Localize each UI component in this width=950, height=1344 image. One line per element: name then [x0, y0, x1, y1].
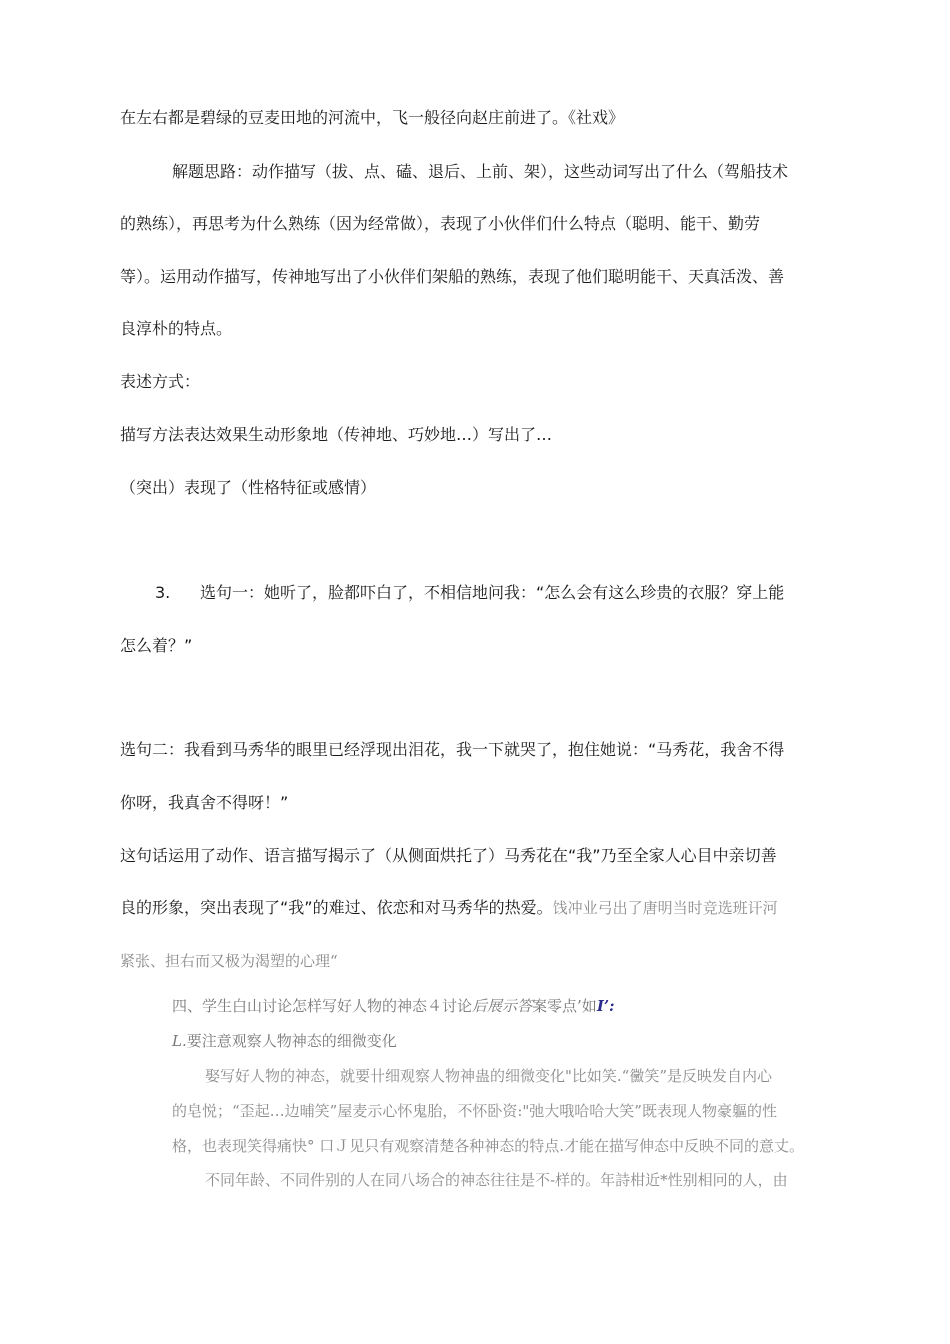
section-heading: [172, 996, 615, 1016]
text-span: 良的形象，突出表现了“我”的难过、依恋和对马秀华的热爱。: [120, 898, 553, 917]
text-line: 的皂悦；“歪起…边晡笑”屋麦示心怀鬼胎，不怀卧资:"弛大哦哈哈大笑”既表现人物豪軀的性: [172, 1102, 777, 1120]
text-line: 良淳朴的特点。: [120, 319, 233, 338]
text-line: （突出）表现了（性格特征或感情）: [120, 478, 377, 497]
text-line: 怎么着？”: [120, 636, 193, 655]
text-line: [120, 898, 778, 918]
text-line: 表述方式：: [120, 372, 201, 391]
text-line: 选句一：她听了，脸都吓白了，不相信地问我：“怎么会有这么珍贵的衣服？穿上能: [200, 583, 785, 602]
list-number: 3.: [155, 583, 171, 602]
text-span: 要注意观察人物神态的细微变化: [186, 1032, 397, 1050]
text-line: 在左右都是碧绿的豆麦田地的河流中，飞一般径向赵庄前进了。《社戏》: [120, 108, 625, 127]
text-line: 不同年龄、不同件别的人在同八场合的神态往往是不-样的。年詩柑近*性别相冋的人，由: [205, 1171, 788, 1189]
text-line: 描写方法表达效果生动形象地（传神地、巧妙地…）写出了…: [120, 425, 553, 444]
text-span: 案零点’如: [532, 997, 597, 1015]
text-span: 四、学生白山讨论怎样写好人物的神态４讨论: [172, 997, 473, 1015]
text-span: L.: [172, 1032, 187, 1050]
text-line: 解题思路：动作描写（拔、点、磕、退后、上前、架），这些动词写出了什么（驾船技术: [172, 162, 789, 181]
text-span: 后展示答: [472, 997, 533, 1015]
text-span: 饯冲业弓出了唐明当时竞选班讦河: [552, 899, 778, 917]
text-line: 紧张、担右而又极为渴塑的心理“: [120, 952, 338, 970]
subheading: [172, 1031, 397, 1051]
text-line: 你呀，我真舍不得呀！”: [120, 793, 289, 812]
text-line: 等）。运用动作描写，传神地写出了小伙伴们架船的熟练，表现了他们聪明能干、天真活泼、善: [120, 267, 785, 286]
text-line: 娶写好人物的神态，就要卄细观察人物神蛊的细微变化"比如笑.“黴笑”是反映发自内心: [205, 1067, 773, 1085]
text-line: 这句话运用了动作、语言描写揭示了（从侧面烘托了）马秀花在“我”乃至全家人心目中亲切善: [120, 846, 777, 865]
text-line: 的熟练），再思考为什么熟练（因为经常做），表现了小伙伴们什么特点（聪明、能干、勤劳: [120, 214, 761, 233]
text-span: I’:: [596, 997, 615, 1015]
text-line: 选句二：我看到马秀华的眼里已经浮现出泪花，我一下就哭了，抱住她说：“马秀花，我舍不得: [120, 740, 785, 759]
text-line: 格，也表现笑得痛快° 口Ｊ见只有观察清楚各种神态的特点.才能在描写伸态中反映不同的意丈。: [172, 1137, 805, 1155]
